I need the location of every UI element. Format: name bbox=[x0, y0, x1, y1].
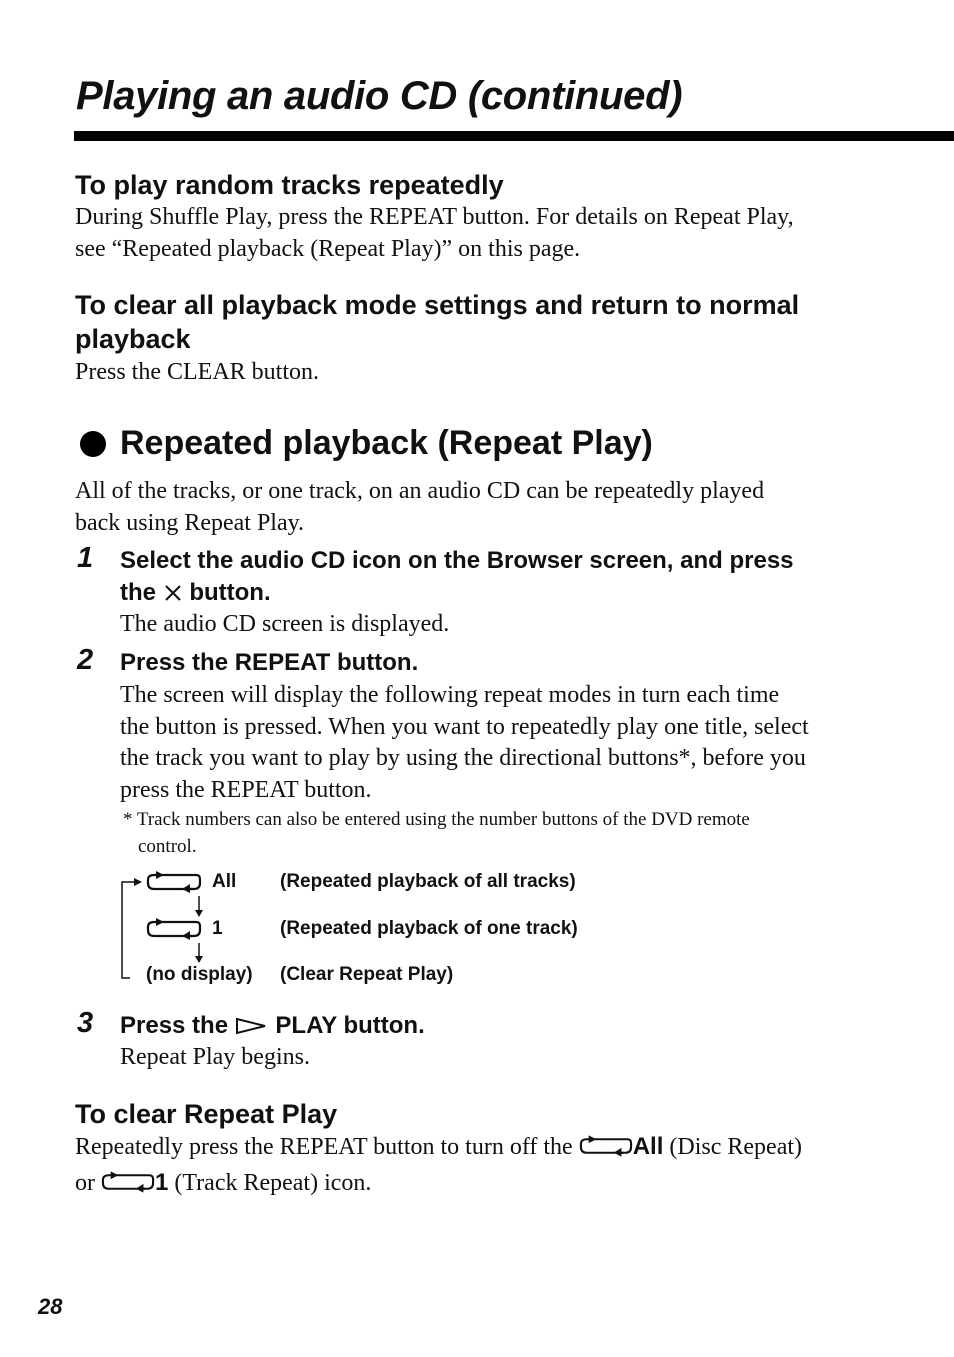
clear-repeat-one-label: 1 bbox=[155, 1168, 169, 1196]
section-intro-line-1: All of the tracks, or one track, on an audio CD can be repeatedly played bbox=[75, 478, 765, 504]
step-1-heading-the: the bbox=[120, 579, 156, 606]
mode-desc-all: (Repeated playback of all tracks) bbox=[280, 871, 576, 892]
random-heading: To play random tracks repeatedly bbox=[75, 170, 504, 200]
section-heading-text: Repeated playback (Repeat Play) bbox=[120, 424, 653, 462]
step-3-number: 3 bbox=[77, 1007, 94, 1039]
step-1-heading-line-1: Select the audio CD icon on the Browser screen, and press bbox=[120, 547, 794, 574]
step-3-text: Repeat Play begins. bbox=[120, 1044, 310, 1070]
title-rule bbox=[74, 131, 954, 141]
clear-repeat-all-label: All bbox=[632, 1133, 664, 1160]
random-line-2: see “Repeated playback (Repeat Play)” on this page. bbox=[75, 235, 581, 262]
step-1-number: 1 bbox=[77, 542, 94, 574]
step-3-heading-play: PLAY button. bbox=[275, 1012, 425, 1039]
clear-repeat-line-1 bbox=[75, 1131, 802, 1167]
step-3-heading-press: Press the bbox=[120, 1012, 229, 1039]
clear-repeat-heading: To clear Repeat Play bbox=[75, 1099, 338, 1129]
footnote-line-1: * Track numbers can also be entered using the number buttons of the DVD remote bbox=[123, 809, 750, 830]
clear-repeat-line-2-end: (Track Repeat) icon. bbox=[174, 1169, 372, 1196]
repeat-one-icon bbox=[146, 918, 202, 945]
step-1-text: The audio CD screen is displayed. bbox=[120, 611, 450, 637]
step-2-number: 2 bbox=[77, 644, 94, 676]
repeat-mode-diagram bbox=[110, 866, 630, 996]
repeat-one-inline-icon bbox=[101, 1171, 155, 1203]
step-2-text bbox=[120, 680, 809, 806]
step-2-line-3: the track you want to play by using the directional buttons*, before you bbox=[120, 745, 806, 771]
clear-repeat-line-2 bbox=[75, 1167, 802, 1203]
mode-desc-none: (Clear Repeat Play) bbox=[280, 964, 454, 985]
mode-label-none: (no display) bbox=[146, 964, 253, 985]
cross-button-icon bbox=[163, 580, 183, 612]
clear-all-heading-line-1: To clear all playback mode settings and return to normal bbox=[75, 290, 800, 320]
section-intro-line-2: back using Repeat Play. bbox=[75, 509, 305, 536]
step-2-line-4: press the REPEAT button. bbox=[120, 776, 372, 803]
clear-repeat-line-2-or: or bbox=[75, 1169, 95, 1196]
section-intro bbox=[75, 476, 764, 539]
step-1-heading bbox=[120, 545, 794, 612]
repeat-all-icon bbox=[146, 871, 202, 898]
step-2-line-2: the button is pressed. When you want to repeatedly play one title, select bbox=[120, 713, 809, 740]
section-heading bbox=[80, 424, 653, 463]
repeat-all-inline-icon bbox=[579, 1135, 633, 1167]
step-2-footnote bbox=[123, 806, 750, 860]
bullet-icon bbox=[80, 431, 106, 457]
step-2-line-1: The screen will display the following repeat modes in turn each time bbox=[120, 682, 780, 708]
step-1-heading-button: button. bbox=[189, 579, 271, 606]
play-icon bbox=[235, 1013, 269, 1045]
clear-repeat-line-1-end: (Disc Repeat) bbox=[669, 1134, 802, 1160]
page-title: Playing an audio CD (continued) bbox=[76, 74, 683, 118]
footnote-line-2: control. bbox=[138, 836, 197, 857]
clear-all-heading bbox=[75, 288, 799, 356]
random-text bbox=[75, 202, 794, 265]
step-1-heading-line-2 bbox=[120, 577, 794, 612]
step-3-heading bbox=[120, 1010, 425, 1045]
clear-repeat-text bbox=[75, 1131, 802, 1202]
random-line-1: During Shuffle Play, press the REPEAT button. For details on Repeat Play, bbox=[75, 204, 794, 230]
mode-desc-one: (Repeated playback of one track) bbox=[280, 918, 578, 939]
mode-label-one: 1 bbox=[212, 918, 223, 939]
step-2-heading: Press the REPEAT button. bbox=[120, 649, 419, 676]
clear-all-heading-line-2: playback bbox=[75, 324, 191, 354]
clear-all-text: Press the CLEAR button. bbox=[75, 359, 319, 385]
mode-label-all: All bbox=[212, 871, 237, 892]
page-number: 28 bbox=[38, 1294, 63, 1319]
clear-repeat-line-1-start: Repeatedly press the REPEAT button to turn off the bbox=[75, 1134, 573, 1160]
